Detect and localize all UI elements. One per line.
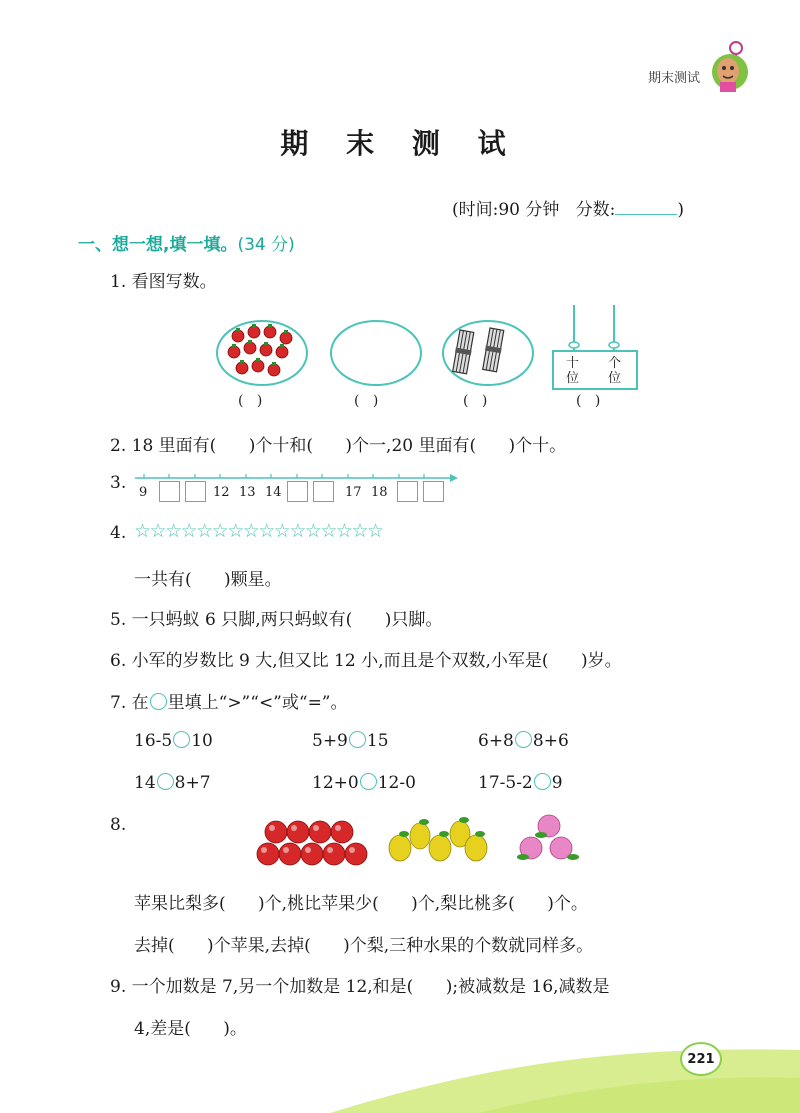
question-8-number: 8. <box>110 815 127 835</box>
compare-item: 12+0 12-0 <box>312 773 416 793</box>
score-blank[interactable] <box>615 200 677 215</box>
compare-item: 17-5-2 9 <box>478 773 563 793</box>
question-8-line-2: 去掉( )个苹果,去掉( )个梨,三种水果的个数就同样多。 <box>134 936 594 956</box>
question-4-number: 4. <box>110 523 127 543</box>
empty-plate <box>328 318 424 388</box>
meta-close: ) <box>677 200 684 220</box>
compare-circle[interactable] <box>349 731 366 748</box>
number-line-label: 17 <box>345 485 362 500</box>
compare-circle-icon <box>150 693 167 710</box>
number-line-label: 18 <box>371 485 388 500</box>
question-9-line-1: 9. 一个加数是 7,另一个加数是 12,和是( );被减数是 16,减数是 <box>110 977 610 997</box>
pears-icon <box>384 814 489 864</box>
q7-suffix: 里填上“>”“<”或“=”。 <box>167 693 348 713</box>
number-line-label: 14 <box>265 485 282 500</box>
mascot-icon <box>706 36 754 96</box>
section-title: 一、想一想,填一填。 <box>78 235 238 255</box>
question-1: 1. 看图写数。 <box>110 272 217 292</box>
number-line-blank[interactable] <box>397 481 418 502</box>
q7-prefix: 7. 在 <box>110 693 149 713</box>
question-4-line: 一共有( )颗星。 <box>134 570 282 590</box>
number-line-blank[interactable] <box>287 481 308 502</box>
question-7 <box>110 688 348 713</box>
abacus <box>548 305 640 391</box>
section-score: (34 分) <box>237 235 295 255</box>
question-9-line-2: 4,差是( )。 <box>134 1019 247 1039</box>
number-line-blank[interactable] <box>313 481 334 502</box>
question-5: 5. 一只蚂蚁 6 只脚,两只蚂蚁有( )只脚。 <box>110 610 443 630</box>
question-6: 6. 小军的岁数比 9 大,但又比 12 小,而且是个双数,小军是( )岁。 <box>110 651 622 671</box>
page-number: 221 <box>687 1051 715 1067</box>
question-3-number: 3. <box>110 473 127 493</box>
number-line-label: 9 <box>139 485 148 500</box>
compare-circle[interactable] <box>173 731 190 748</box>
compare-item: 16-5 10 <box>134 731 213 751</box>
compare-item: 5+9 15 <box>312 731 389 751</box>
question-2: 2. 18 里面有( )个十和( )个一,20 里面有( )个十。 <box>110 436 567 456</box>
strawberry-plate <box>214 318 310 388</box>
number-line-label: 13 <box>239 485 256 500</box>
number-line-blank[interactable] <box>423 481 444 502</box>
page-number-badge <box>680 1042 722 1076</box>
compare-item: 6+8 8+6 <box>478 731 569 751</box>
number-line-blank[interactable] <box>159 481 180 502</box>
question-8-line-1: 苹果比梨多( )个,桃比苹果少( )个,梨比桃多( )个。 <box>134 894 588 914</box>
header-label: 期末测试 <box>648 71 701 86</box>
caption-sticks[interactable]: ( ) <box>463 393 488 409</box>
time-score-label: (时间:90 分钟 分数: <box>452 200 616 220</box>
compare-circle[interactable] <box>515 731 532 748</box>
caption-abacus[interactable]: ( ) <box>576 393 601 409</box>
caption-empty[interactable]: ( ) <box>354 393 379 409</box>
caption-strawberry[interactable]: ( ) <box>238 393 263 409</box>
compare-circle[interactable] <box>534 773 551 790</box>
compare-item: 14 8+7 <box>134 773 211 793</box>
page-title: 期 末 测 试 <box>280 127 520 160</box>
number-line-blank[interactable] <box>185 481 206 502</box>
apples-icon <box>254 818 369 870</box>
peaches-icon <box>515 812 583 862</box>
test-meta <box>452 195 684 220</box>
number-line-label: 12 <box>213 485 230 500</box>
abacus-ones-label: 个 位 <box>608 356 622 386</box>
stick-bundle-plate <box>440 318 536 388</box>
section-heading <box>78 230 295 255</box>
abacus-tens-label: 十 位 <box>566 356 580 386</box>
star-row: ☆☆☆☆☆☆☆☆☆☆☆☆☆☆☆☆ <box>134 520 383 542</box>
compare-circle[interactable] <box>157 773 174 790</box>
compare-circle[interactable] <box>360 773 377 790</box>
